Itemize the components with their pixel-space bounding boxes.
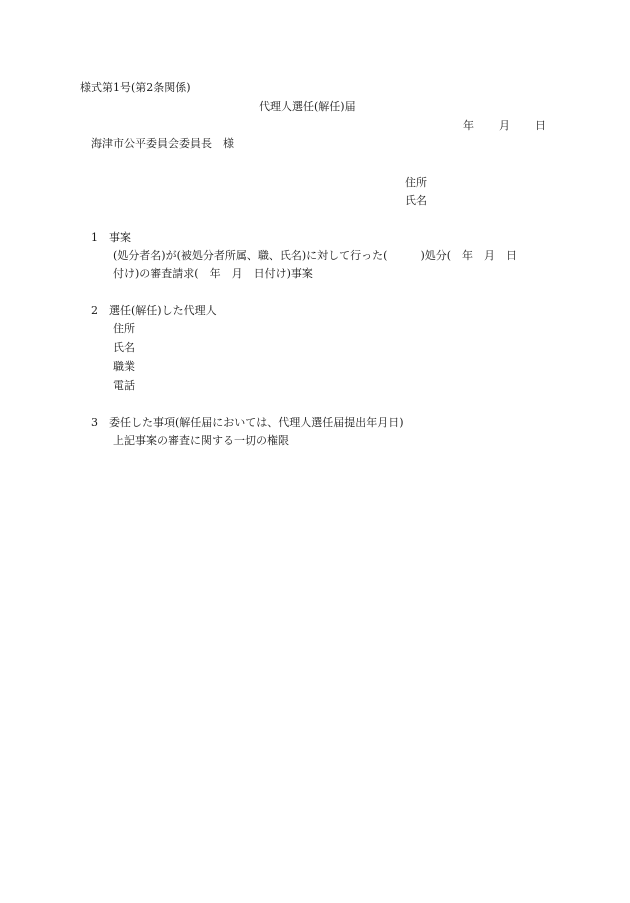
date-month: 月: [499, 119, 510, 132]
section1-line2: 付け)の審査請求( 年 月 日付け)事案: [113, 267, 313, 280]
section3-heading: 3 委任した事項(解任届においては、代理人選任届提出年月日): [91, 416, 404, 429]
agent-phone-label: 電話: [113, 379, 135, 392]
section1-heading: 1 事案: [91, 231, 131, 244]
applicant-name-label: 氏名: [405, 194, 427, 207]
section1-line1: (処分者名)が(被処分者所属、職、氏名)に対して行った( )処分( 年 月 日: [113, 249, 518, 262]
agent-address-label: 住所: [113, 322, 135, 335]
date-year: 年: [463, 119, 474, 132]
form-number: 様式第1号(第2条関係): [80, 81, 191, 94]
section3-body: 上記事案の審査に関する一切の権限: [113, 434, 289, 447]
form-title: 代理人選任(解任)届: [259, 100, 356, 113]
applicant-address-label: 住所: [405, 176, 427, 189]
agent-name-label: 氏名: [113, 341, 135, 354]
agent-occupation-label: 職業: [113, 360, 135, 373]
date-day: 日: [535, 119, 546, 132]
addressee: 海津市公平委員会委員長 様: [91, 137, 234, 150]
section2-heading: 2 選任(解任)した代理人: [91, 304, 217, 317]
